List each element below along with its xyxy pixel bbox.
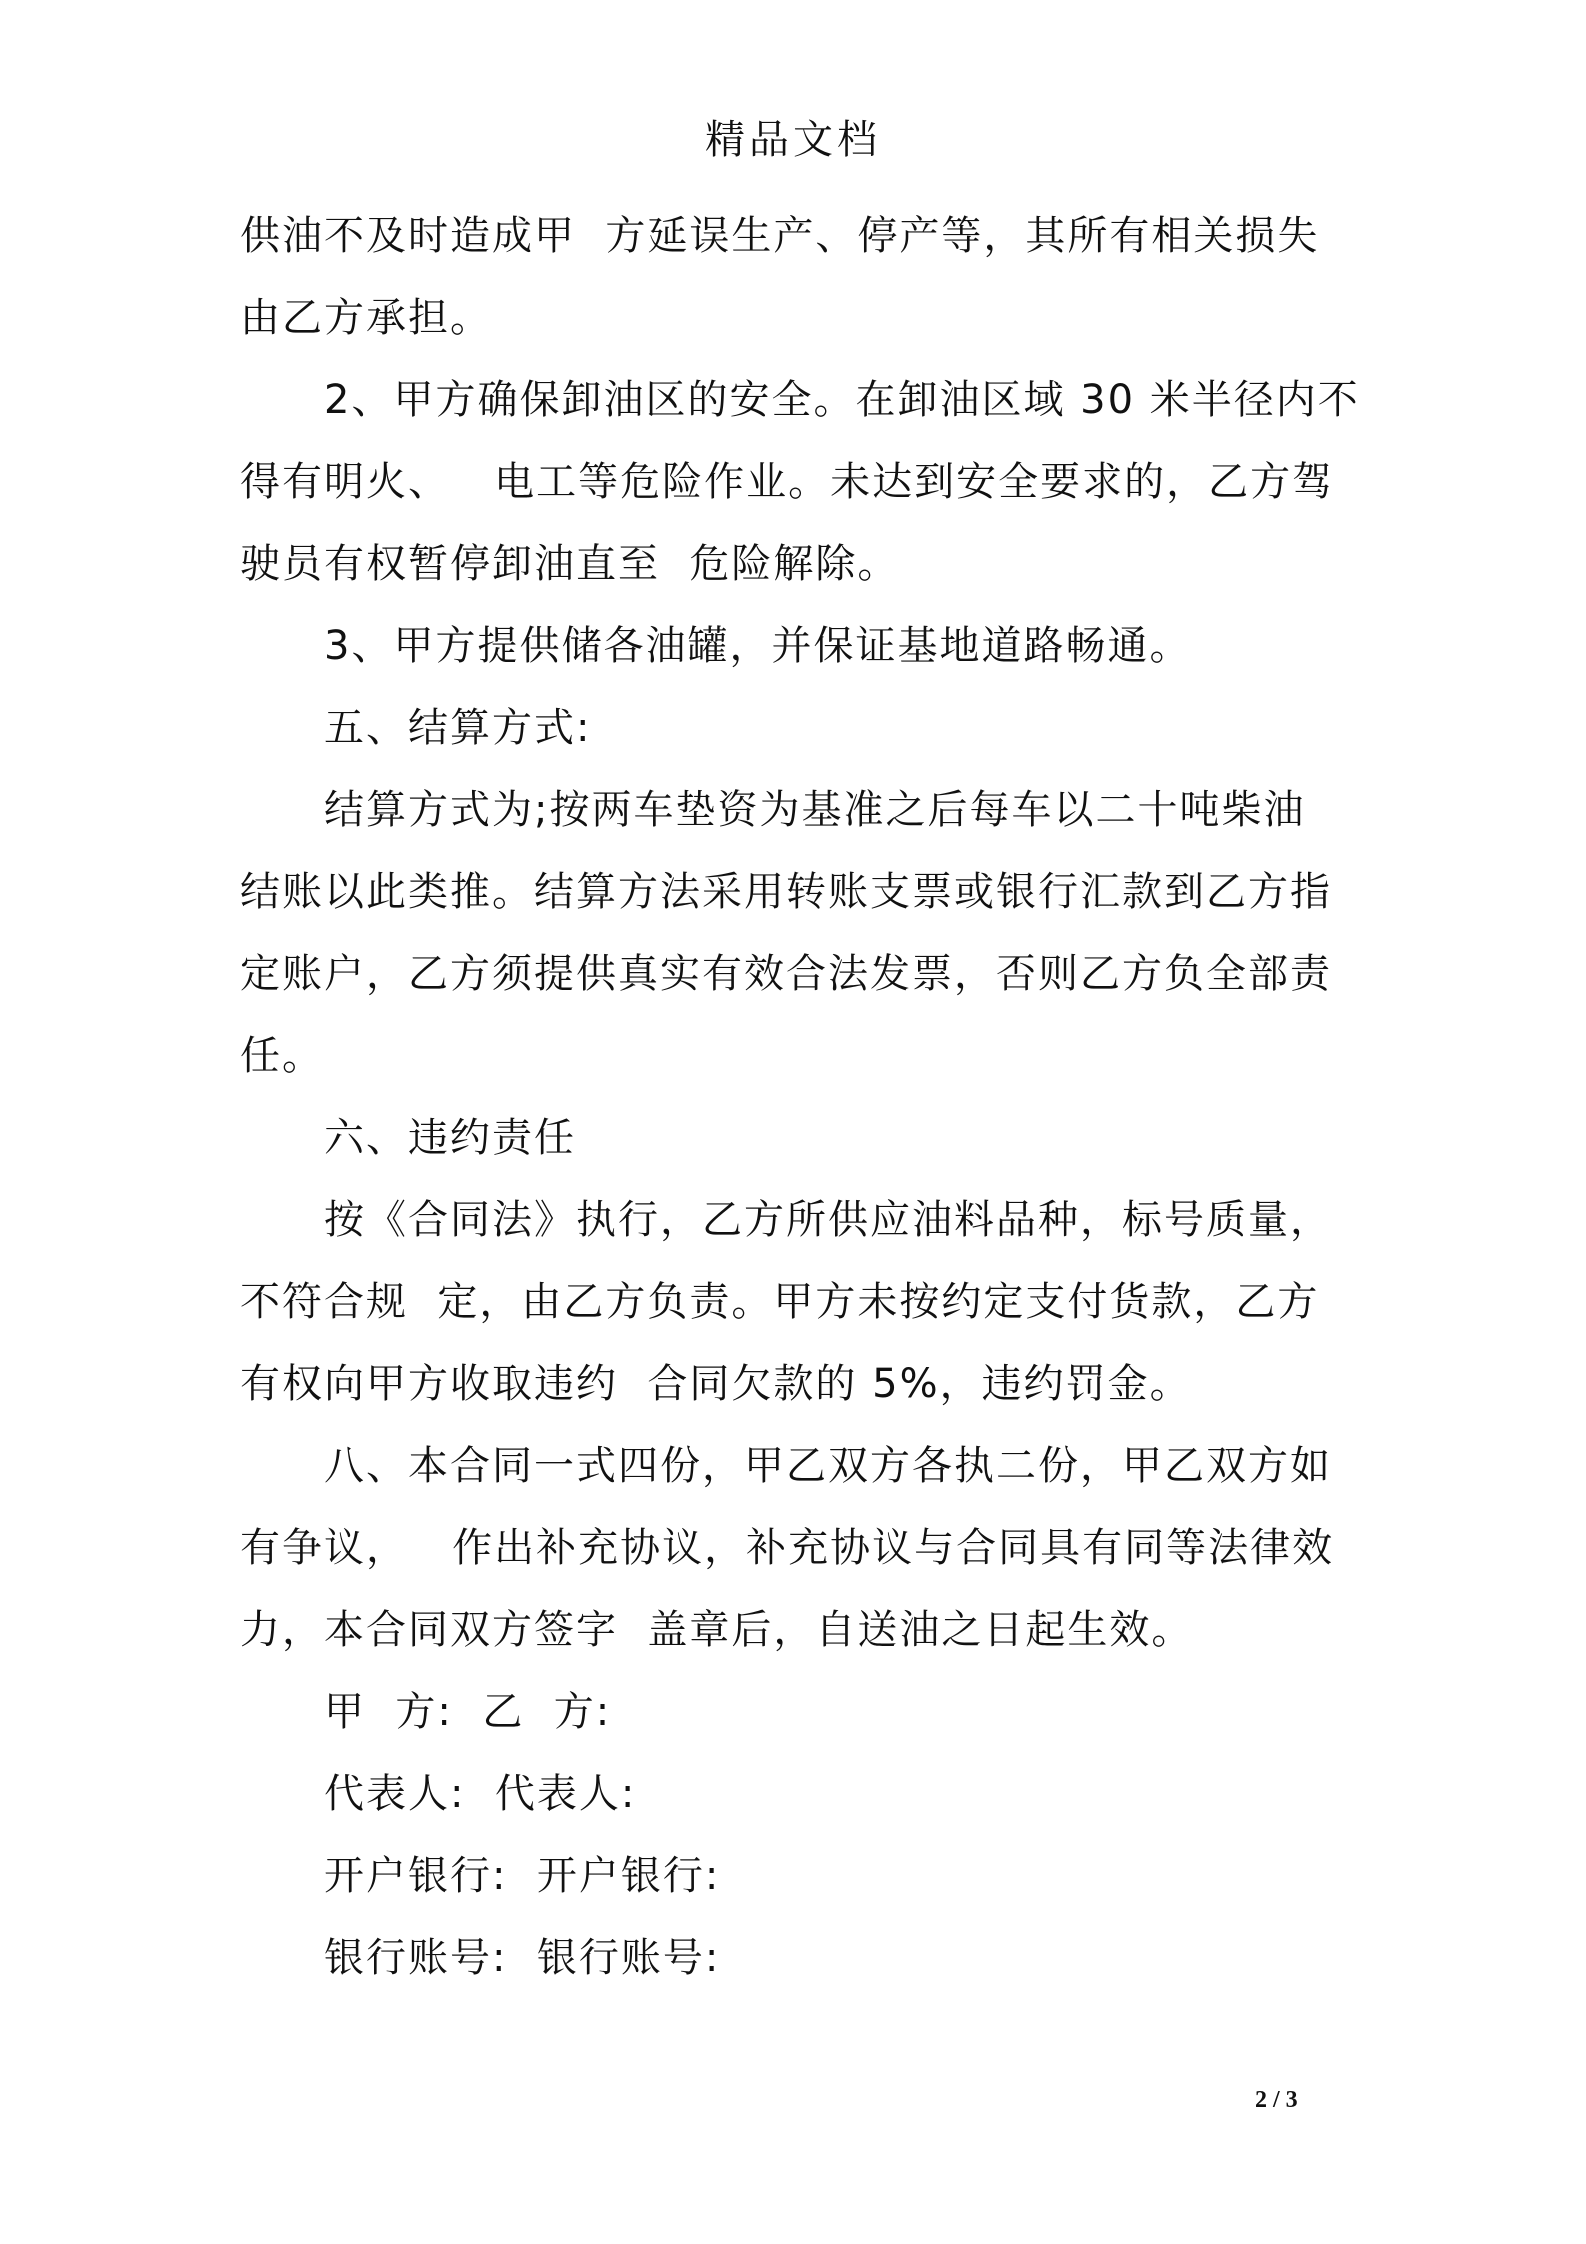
text-line: 按《合同法》执行，乙方所供应油料品种，标号质量，: [324, 1197, 1332, 1243]
signature-account-line: 银行账号: 银行账号:: [324, 1935, 721, 1981]
text-line: 有争议， 作出补充协议，补充协议与合同具有同等法律效: [240, 1525, 1335, 1571]
text-line: 有权向甲方收取违约 合同欠款的 5%，违约罚金。: [240, 1361, 1192, 1407]
text-line: 任。: [240, 1033, 324, 1079]
section-heading: 五、结算方式:: [324, 705, 592, 751]
document-body: [240, 195, 1360, 1999]
text-line: 不符合规 定，由乙方负责。甲方未按约定支付货款，乙方: [240, 1279, 1320, 1325]
text-line: 力，本合同双方签字 盖章后，自送油之日起生效。: [240, 1607, 1194, 1653]
text-line: 结账以此类推。结算方法采用转账支票或银行汇款到乙方指: [240, 869, 1332, 915]
text-line: 八、本合同一式四份，甲乙双方各执二份，甲乙双方如: [324, 1443, 1332, 1489]
section-heading: 六、违约责任: [324, 1115, 576, 1161]
text-line: 由乙方承担。: [240, 295, 492, 341]
text-line: 结算方式为;按两车垫资为基准之后每车以二十吨柴油: [324, 787, 1306, 833]
text-line: 2、甲方确保卸油区的安全。在卸油区域 30 米半径内不: [324, 377, 1360, 423]
text-line: 得有明火、 电工等危险作业。未达到安全要求的，乙方驾: [240, 459, 1335, 505]
page-header-title: 精品文档: [705, 117, 881, 163]
signature-bank-line: 开户银行: 开户银行:: [324, 1853, 721, 1899]
page-number: 2 / 3: [1255, 2087, 1298, 2113]
signature-party-line: 甲 方: 乙 方:: [324, 1689, 612, 1735]
text-line: 驶员有权暂停卸油直至 危险解除。: [240, 541, 900, 587]
text-line: 3、甲方提供储各油罐，并保证基地道路畅通。: [324, 623, 1192, 669]
text-line: 定账户，乙方须提供真实有效合法发票，否则乙方负全部责: [240, 951, 1332, 997]
text-line: 供油不及时造成甲 方延误生产、停产等，其所有相关损失: [240, 213, 1320, 259]
signature-representative-line: 代表人: 代表人:: [324, 1771, 637, 1817]
